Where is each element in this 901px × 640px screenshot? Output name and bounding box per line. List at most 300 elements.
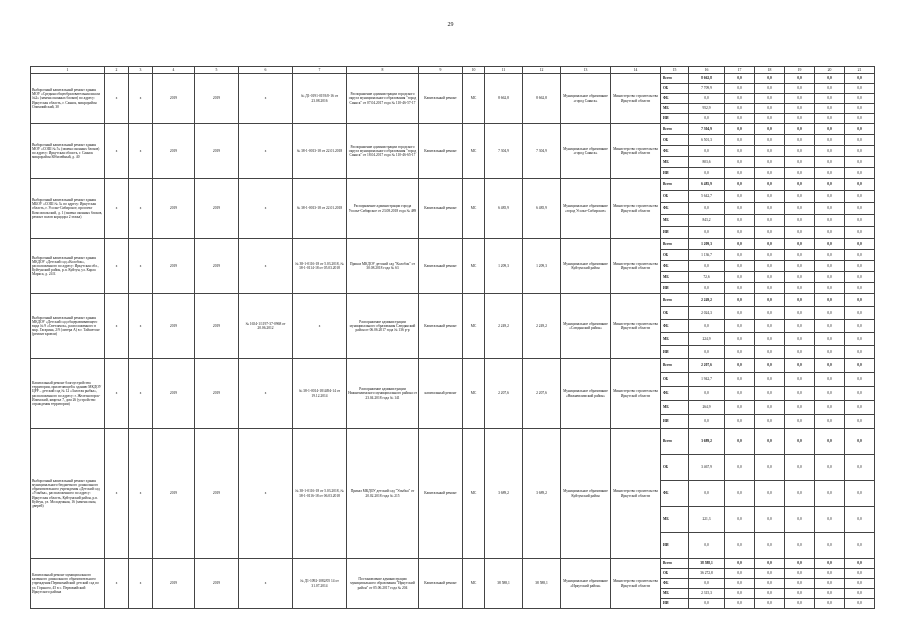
funding-value-cell: 0,0 (845, 94, 875, 104)
funding-value-cell: 0,0 (845, 373, 875, 387)
funding-value-cell: 0,0 (689, 599, 725, 609)
funding-value-cell: 0,0 (755, 569, 785, 579)
estimated-cost-cell: 1 209,3 (485, 239, 523, 294)
funding-value-cell: 0,0 (845, 401, 875, 415)
start-year-cell: 2019 (153, 359, 195, 429)
funding-source-label: ФБ (661, 481, 689, 507)
funding-value-cell: 0,0 (785, 599, 815, 609)
funding-source-label: ИИ (661, 168, 689, 179)
funding-value-cell: 0,0 (755, 272, 785, 283)
funding-value-cell: 0,0 (785, 415, 815, 429)
customer-cell: Министерство строительства Иркутской области (611, 559, 661, 609)
funding-value-cell: 0,0 (845, 239, 875, 250)
funding-value-cell: 221,3 (689, 507, 725, 533)
funding-value-cell: 0,0 (815, 124, 845, 135)
remaining-cost-cell: 2 249,2 (523, 294, 561, 359)
funding-value-cell: 0,0 (845, 104, 875, 114)
work-type-cell: Капитальный ремонт (419, 124, 463, 179)
funding-value-cell: 0,0 (755, 307, 785, 320)
ownership-cell: МС (463, 74, 485, 124)
funding-value-cell: 0,0 (725, 401, 755, 415)
funding-value-cell: 0,0 (845, 359, 875, 373)
remaining-cost-cell: 6 485,9 (523, 179, 561, 239)
funding-value-cell: 0,0 (845, 481, 875, 507)
funding-value-cell: 264,9 (689, 401, 725, 415)
end-year-cell: 2019 (195, 359, 239, 429)
funding-value-cell: 0,0 (725, 215, 755, 227)
start-year-cell: 2019 (153, 239, 195, 294)
decision-doc-cell: Постановление администрации муниципального образования "Иркутский район" от 05.06.2017 года № 204 (347, 559, 419, 609)
funding-value-cell: 0,0 (785, 559, 815, 569)
project-doc-cell: х (239, 429, 293, 559)
funding-value-cell: 0,0 (845, 227, 875, 239)
funding-source-label: ОБ (661, 569, 689, 579)
funding-source-label: МБ (661, 333, 689, 346)
funding-value-cell: 8 662,8 (689, 74, 725, 84)
funding-source-label: ИИ (661, 114, 689, 124)
funding-value-cell: 6 485,9 (689, 179, 725, 191)
end-year-cell: 2019 (195, 74, 239, 124)
funding-source-label: Всего (661, 239, 689, 250)
funding-value-cell: 0,0 (755, 157, 785, 168)
funding-value-cell: 0,0 (845, 307, 875, 320)
funding-value-cell: 0,0 (755, 84, 785, 94)
column-number: 8 (347, 67, 419, 74)
object-name-cell: Выборочный капитальный ремонт здания МОУ «СОШ № 5» (замена оконных блоков) по адресу: Иркутская область, г. Саянск микрорайон Юбилейный, д. 40 (31, 124, 105, 179)
funding-value-cell: 2 315,3 (689, 589, 725, 599)
funding-value-cell: 0,0 (725, 84, 755, 94)
remaining-cost-cell: 1 209,3 (523, 239, 561, 294)
funding-value-cell: 3 467,9 (689, 455, 725, 481)
funding-value-cell: 0,0 (815, 114, 845, 124)
funding-value-cell: 0,0 (755, 401, 785, 415)
funding-value-cell: 0,0 (689, 168, 725, 179)
estimated-cost-cell: 38 588,1 (485, 559, 523, 609)
customer-cell: Министерство строительства Иркутской области (611, 239, 661, 294)
funding-value-cell: 38 588,1 (689, 559, 725, 569)
funding-source-label: Всего (661, 124, 689, 135)
object-name-cell: Выборочный капитальный ремонт здания МБОУ «СОШ № 3» по адресу: Иркутская область, г. Усолье-Сибирское, проспект Комсомольский, д. 1 (замена оконных блоков, ремонт полов коридора 2 этажа) (31, 179, 105, 239)
col2-cell: х (105, 74, 129, 124)
funding-value-cell: 0,0 (725, 481, 755, 507)
funding-value-cell: 0,0 (845, 294, 875, 307)
ownership-cell: МС (463, 124, 485, 179)
funding-value-cell: 0,0 (725, 191, 755, 203)
funding-value-cell: 0,0 (755, 168, 785, 179)
start-year-cell: 2019 (153, 179, 195, 239)
funding-value-cell: 0,0 (725, 203, 755, 215)
decision-doc-cell: Распоряжение администрации города Усолье-Сибирское от 23.08.2018 года № 489 (347, 179, 419, 239)
funding-value-cell: 0,0 (815, 559, 845, 569)
funding-value-cell: 0,0 (755, 359, 785, 373)
funding-value-cell: 0,0 (785, 333, 815, 346)
funding-source-label: МБ (661, 272, 689, 283)
funding-source-label: ФБ (661, 203, 689, 215)
funding-source-label: ОБ (661, 455, 689, 481)
municipality-cell: Муниципальное образование «Нижнеилимский район» (561, 359, 611, 429)
col2-cell: х (105, 179, 129, 239)
funding-value-cell: 0,0 (755, 346, 785, 359)
funding-value-cell: 0,0 (725, 146, 755, 157)
funding-value-cell: 0,0 (815, 294, 845, 307)
funding-value-cell: 0,0 (785, 579, 815, 589)
funding-value-cell: 0,0 (755, 507, 785, 533)
funding-value-cell: 0,0 (755, 203, 785, 215)
funding-value-cell: 0,0 (725, 599, 755, 609)
municipality-cell: Муниципальное образование «Иркутский район» (561, 559, 611, 609)
funding-value-cell: 0,0 (755, 333, 785, 346)
column-number: 12 (523, 67, 561, 74)
funding-source-label: ИИ (661, 227, 689, 239)
funding-value-cell: 0,0 (785, 135, 815, 146)
funding-value-cell: 0,0 (755, 320, 785, 333)
funding-value-cell: 0,0 (725, 272, 755, 283)
funding-value-cell: 0,0 (845, 333, 875, 346)
funding-value-cell: 0,0 (785, 168, 815, 179)
funding-value-cell: 0,0 (815, 272, 845, 283)
funding-value-cell: 0,0 (815, 168, 845, 179)
funding-value-cell: 0,0 (785, 481, 815, 507)
header-row (31, 67, 875, 74)
municipality-cell: Муниципальное образование «Слюдянский район» (561, 294, 611, 359)
funding-value-cell: 0,0 (845, 135, 875, 146)
funding-value-cell: 72,6 (689, 272, 725, 283)
funding-value-cell: 0,0 (755, 429, 785, 455)
funding-value-cell: 0,0 (755, 179, 785, 191)
funding-value-cell: 0,0 (845, 579, 875, 589)
table-row (31, 429, 875, 455)
funding-value-cell: 0,0 (815, 373, 845, 387)
ownership-cell: МС (463, 239, 485, 294)
funding-value-cell: 0,0 (725, 320, 755, 333)
funding-value-cell: 0,0 (785, 239, 815, 250)
funding-value-cell: 0,0 (755, 250, 785, 261)
funding-value-cell: 0,0 (689, 94, 725, 104)
column-number: 5 (195, 67, 239, 74)
funding-value-cell: 0,0 (815, 94, 845, 104)
col2-cell: х (105, 559, 129, 609)
project-doc-cell: х (239, 179, 293, 239)
funding-source-label: МБ (661, 401, 689, 415)
work-type-cell: Капитальный ремонт (419, 429, 463, 559)
funding-value-cell: 0,0 (845, 599, 875, 609)
table-row (31, 239, 875, 250)
work-type-cell: Капитальный ремонт (419, 239, 463, 294)
funding-value-cell: 0,0 (725, 124, 755, 135)
funding-value-cell: 0,0 (785, 589, 815, 599)
funding-source-label: ОБ (661, 373, 689, 387)
funding-value-cell: 0,0 (785, 114, 815, 124)
funding-value-cell: 0,0 (815, 146, 845, 157)
funding-value-cell: 0,0 (845, 124, 875, 135)
funding-value-cell: 0,0 (845, 320, 875, 333)
column-number: 21 (845, 67, 875, 74)
column-number: 14 (611, 67, 661, 74)
funding-value-cell: 0,0 (755, 94, 785, 104)
funding-value-cell: 0,0 (785, 203, 815, 215)
estimated-cost-cell: 2 207,6 (485, 359, 523, 429)
funding-value-cell: 6 501,3 (689, 135, 725, 146)
funding-value-cell: 0,0 (815, 346, 845, 359)
ownership-cell: МС (463, 359, 485, 429)
funding-value-cell: 0,0 (725, 239, 755, 250)
funding-source-label: Всего (661, 359, 689, 373)
funding-source-label: МБ (661, 104, 689, 114)
decision-doc-cell: Приказ МКДОУ детский сад "Улыбка" от 20.02.2018 года № 215 (347, 429, 419, 559)
funding-value-cell: 0,0 (815, 261, 845, 272)
funding-value-cell: 0,0 (689, 283, 725, 294)
funding-value-cell: 803,6 (689, 157, 725, 168)
object-name-cell: Выборочный капитальный ремонт здания муниципального бюджетного дошкольного образовательного учреждения «Детский сад «Улыбка», расположенного по адресу: Иркутская область, Куйтунский район, р.п. Куйтун, ул. Молодежная, 16 (замена окон, дверей) (31, 429, 105, 559)
col3-cell: х (129, 179, 153, 239)
funding-value-cell: 0,0 (755, 415, 785, 429)
funding-value-cell: 0,0 (755, 124, 785, 135)
funding-value-cell: 0,0 (845, 455, 875, 481)
funding-value-cell: 0,0 (785, 401, 815, 415)
column-number: 16 (689, 67, 725, 74)
funding-value-cell: 0,0 (815, 135, 845, 146)
funding-value-cell: 0,0 (755, 146, 785, 157)
funding-value-cell: 843,2 (689, 215, 725, 227)
funding-value-cell: 0,0 (815, 215, 845, 227)
funding-value-cell: 0,0 (815, 589, 845, 599)
funding-value-cell: 0,0 (845, 179, 875, 191)
funding-value-cell: 0,0 (725, 533, 755, 559)
funding-value-cell: 0,0 (755, 283, 785, 294)
funding-value-cell: 0,0 (815, 250, 845, 261)
funding-value-cell: 0,0 (785, 283, 815, 294)
expertise-cell: № 38-1-0116-18 от 5.03.2018, № 38-1-0114-18 от 05.03.2018 (293, 239, 347, 294)
remaining-cost-cell: 38 588,1 (523, 559, 561, 609)
funding-value-cell: 0,0 (689, 227, 725, 239)
funding-value-cell: 2 249,2 (689, 294, 725, 307)
expertise-cell: № 38-1-0013-18 от 22.01.2018 (293, 124, 347, 179)
funding-source-label: ФБ (661, 261, 689, 272)
funding-value-cell: 0,0 (845, 559, 875, 569)
end-year-cell: 2019 (195, 239, 239, 294)
funding-value-cell: 0,0 (725, 157, 755, 168)
ownership-cell: МС (463, 559, 485, 609)
project-doc-cell: х (239, 559, 293, 609)
table-row (31, 124, 875, 135)
funding-value-cell: 0,0 (845, 429, 875, 455)
funding-source-label: МБ (661, 157, 689, 168)
funding-value-cell: 36 272,8 (689, 569, 725, 579)
column-number: 13 (561, 67, 611, 74)
estimated-cost-cell: 2 249,2 (485, 294, 523, 359)
funding-source-label: ИИ (661, 533, 689, 559)
funding-value-cell: 0,0 (725, 179, 755, 191)
funding-value-cell: 0,0 (785, 272, 815, 283)
funding-source-label: ИИ (661, 283, 689, 294)
funding-value-cell: 7 709,9 (689, 84, 725, 94)
funding-value-cell: 0,0 (725, 359, 755, 373)
object-name-cell: Выборочный капитальный ремонт здания МОУ «Средняя общеобразовательная школа №2» (замена оконных блоков) по адресу: Иркутская область, г. Саянск, микрорайон Олимпийский, 30 (31, 74, 105, 124)
funding-value-cell: 0,0 (785, 191, 815, 203)
funding-value-cell: 0,0 (845, 283, 875, 294)
estimated-cost-cell: 6 485,9 (485, 179, 523, 239)
funding-value-cell: 0,0 (755, 559, 785, 569)
col3-cell: х (129, 359, 153, 429)
funding-value-cell: 0,0 (815, 579, 845, 589)
funding-value-cell: 0,0 (725, 114, 755, 124)
column-number: 9 (419, 67, 463, 74)
funding-source-label: ФБ (661, 94, 689, 104)
funding-source-label: ОБ (661, 250, 689, 261)
col2-cell: х (105, 359, 129, 429)
funding-value-cell: 0,0 (689, 481, 725, 507)
estimated-cost-cell: 3 689,2 (485, 429, 523, 559)
funding-value-cell: 0,0 (815, 401, 845, 415)
project-doc-cell: х (239, 359, 293, 429)
funding-value-cell: 0,0 (725, 294, 755, 307)
decision-doc-cell: Распоряжение администрации муниципального образования Слюдянский район от 06.06.2017 года № 136 р-р (347, 294, 419, 359)
start-year-cell: 2019 (153, 559, 195, 609)
project-doc-cell: х (239, 124, 293, 179)
municipality-cell: Муниципальное образование «город Саянск» (561, 74, 611, 124)
customer-cell: Министерство строительства Иркутской области (611, 74, 661, 124)
ownership-cell: МС (463, 179, 485, 239)
column-number: 20 (815, 67, 845, 74)
funding-value-cell: 1 136,7 (689, 250, 725, 261)
ownership-cell: МС (463, 429, 485, 559)
col2-cell: х (105, 294, 129, 359)
decision-doc-cell: Распоряжение администрации Нижнеилимского муниципального района от 23.04.2018 года № 141 (347, 359, 419, 429)
funding-value-cell: 0,0 (815, 191, 845, 203)
funding-value-cell: 0,0 (725, 168, 755, 179)
funding-value-cell: 0,0 (689, 346, 725, 359)
decision-doc-cell: Распоряжение администрации городского округа муниципального образования "город Саянск" от 18.04.2017 года № 110-46-65-17 (347, 124, 419, 179)
customer-cell: Министерство строительства Иркутской области (611, 429, 661, 559)
funding-value-cell: 0,0 (725, 579, 755, 589)
funding-source-label: ФБ (661, 579, 689, 589)
funding-value-cell: 0,0 (725, 333, 755, 346)
funding-value-cell: 0,0 (845, 146, 875, 157)
column-number: 11 (485, 67, 523, 74)
funding-source-label: МБ (661, 589, 689, 599)
funding-value-cell: 0,0 (815, 415, 845, 429)
funding-value-cell: 0,0 (815, 320, 845, 333)
funding-value-cell: 3 689,2 (689, 429, 725, 455)
funding-value-cell: 0,0 (755, 74, 785, 84)
table-row (31, 179, 875, 191)
col3-cell: х (129, 294, 153, 359)
funding-source-label: Всего (661, 429, 689, 455)
funding-source-label: ОБ (661, 191, 689, 203)
funding-value-cell: 0,0 (785, 346, 815, 359)
funding-value-cell: 0,0 (725, 94, 755, 104)
column-number: 19 (785, 67, 815, 74)
funding-source-label: Всего (661, 74, 689, 84)
customer-cell: Министерство строительства Иркутской области (611, 359, 661, 429)
funding-value-cell: 0,0 (845, 415, 875, 429)
project-doc-cell: х (239, 239, 293, 294)
col3-cell: х (129, 429, 153, 559)
object-name-cell: Капитальный ремонт благоустройства территории, прилегающей к зданию МКДОУ ЦРР – детский сад № 12 «Золотая рыбка», расположенного по адресу: г. Железногорск-Илимский, квартал 7, дом 26 (устройство ограждения территории) (31, 359, 105, 429)
funding-value-cell: 0,0 (785, 359, 815, 373)
work-type-cell: Капитальный ремонт (419, 559, 463, 609)
funding-value-cell: 0,0 (755, 455, 785, 481)
funding-value-cell: 0,0 (785, 533, 815, 559)
decision-doc-cell: Распоряжение администрации городского округа муниципального образования "город Саянск" от 07.04.2017 года № 110-46-57-17 (347, 74, 419, 124)
funding-value-cell: 0,0 (845, 203, 875, 215)
funding-value-cell: 0,0 (815, 507, 845, 533)
funding-value-cell: 0,0 (725, 559, 755, 569)
funding-value-cell: 0,0 (845, 346, 875, 359)
funding-value-cell: 0,0 (755, 191, 785, 203)
col3-cell: х (129, 124, 153, 179)
funding-source-label: ФБ (661, 387, 689, 401)
end-year-cell: 2019 (195, 179, 239, 239)
funding-value-cell: 0,0 (785, 157, 815, 168)
start-year-cell: 2019 (153, 74, 195, 124)
funding-value-cell: 0,0 (815, 283, 845, 294)
funding-value-cell: 224,9 (689, 333, 725, 346)
funding-value-cell: 0,0 (725, 250, 755, 261)
remaining-cost-cell: 8 662,8 (523, 74, 561, 124)
funding-value-cell: 0,0 (725, 507, 755, 533)
col3-cell: х (129, 559, 153, 609)
funding-value-cell: 0,0 (725, 283, 755, 294)
funding-source-label: ФБ (661, 320, 689, 333)
funding-value-cell: 0,0 (785, 507, 815, 533)
funding-value-cell: 0,0 (755, 579, 785, 589)
investment-table (30, 66, 875, 609)
funding-source-label: Всего (661, 559, 689, 569)
funding-value-cell: 0,0 (815, 179, 845, 191)
funding-value-cell: 7 304,9 (689, 124, 725, 135)
funding-value-cell: 0,0 (785, 94, 815, 104)
object-name-cell: Капитальный ремонт муниципального казенного дошкольного образовательного учреждения Перваомайский детский сад по ул. Горького, 45 в с. Первомайский Иркутского района (31, 559, 105, 609)
funding-value-cell: 0,0 (755, 227, 785, 239)
funding-source-label: Всего (661, 294, 689, 307)
funding-value-cell: 0,0 (815, 203, 845, 215)
funding-value-cell: 1 209,3 (689, 239, 725, 250)
remaining-cost-cell: 3 689,2 (523, 429, 561, 559)
col3-cell: х (129, 239, 153, 294)
customer-cell: Министерство строительства Иркутской области (611, 294, 661, 359)
municipality-cell: Муниципальное образование «город Саянск» (561, 124, 611, 179)
funding-value-cell: 0,0 (785, 84, 815, 94)
remaining-cost-cell: 2 207,6 (523, 359, 561, 429)
funding-source-label: Всего (661, 179, 689, 191)
project-doc-cell: № 1654-1/1197-37-0968 от 20.06.2012 (239, 294, 293, 359)
expertise-cell: х (293, 294, 347, 359)
funding-value-cell: 0,0 (815, 533, 845, 559)
funding-value-cell: 0,0 (845, 533, 875, 559)
column-number: 1 (31, 67, 105, 74)
estimated-cost-cell: 8 662,8 (485, 74, 523, 124)
funding-value-cell: 0,0 (785, 227, 815, 239)
funding-value-cell: 0,0 (785, 429, 815, 455)
funding-value-cell: 0,0 (845, 215, 875, 227)
col2-cell: х (105, 429, 129, 559)
funding-value-cell: 0,0 (755, 589, 785, 599)
funding-value-cell: 0,0 (725, 387, 755, 401)
funding-source-label: ОБ (661, 135, 689, 146)
object-name-cell: Выборочный капитальный ремонт здания МКДОУ «Детский сад общеразвивающего вида № 9 «Светлячок», расположенного в мкр. Гагарина, 2/9 (литера А) в г. Тайшетске (ремонт кровли) (31, 294, 105, 359)
expertise-cell: № 38-1-0013-18 от 22.01.2018 (293, 179, 347, 239)
funding-value-cell: 0,0 (725, 569, 755, 579)
estimated-cost-cell: 7 304,9 (485, 124, 523, 179)
funding-value-cell: 0,0 (815, 307, 845, 320)
funding-value-cell: 0,0 (725, 346, 755, 359)
funding-value-cell: 0,0 (785, 387, 815, 401)
funding-value-cell: 0,0 (785, 307, 815, 320)
column-number: 3 (129, 67, 153, 74)
funding-value-cell: 0,0 (785, 455, 815, 481)
funding-value-cell: 0,0 (815, 239, 845, 250)
